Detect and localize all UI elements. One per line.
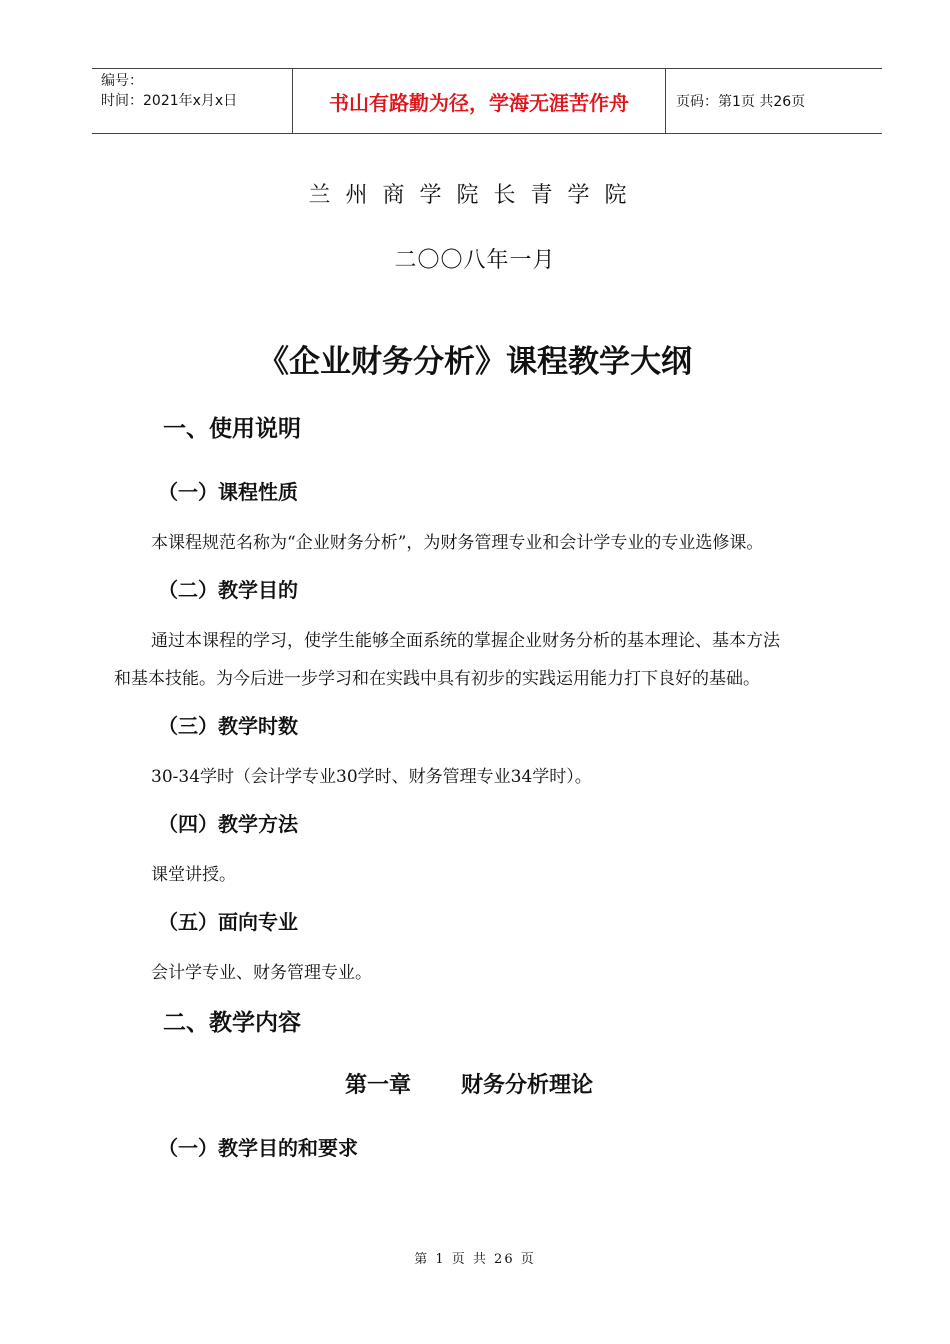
paragraph-teaching-method: 课堂讲授。: [151, 865, 236, 885]
number-label: 编号：: [101, 73, 143, 89]
header-table: [92, 68, 882, 134]
paragraph-teaching-purpose-line2: 和基本技能。为今后进一步学习和在实践中具有初步的实践运用能力打下良好的基础。: [114, 669, 760, 689]
paragraph-target-majors: 会计学专业、财务管理专业。: [151, 963, 372, 983]
page-footer: 第 1 页 共 26 页: [414, 1252, 536, 1267]
subheading-course-nature: （一）课程性质: [158, 480, 298, 504]
chapter-title: 财务分析理论: [461, 1073, 594, 1098]
header-meta-cell: [92, 69, 293, 133]
chapter-heading: [345, 1068, 593, 1099]
paragraph-teaching-hours: 30-34学时（会计学专业30学时、财务管理专业34学时）。: [151, 767, 592, 787]
time-label: 时间：2021年x月x日: [101, 93, 238, 109]
section-heading-usage: 一、使用说明: [163, 416, 301, 442]
paragraph-course-nature: 本课程规范名称为“企业财务分析”，为财务管理专业和会计学专业的专业选修课。: [151, 533, 764, 553]
subheading-goals-requirements: （一）教学目的和要求: [158, 1136, 358, 1160]
paragraph-teaching-purpose-line1: 通过本课程的学习，使学生能够全面系统的掌握企业财务分析的基本理论、基本方法: [151, 631, 780, 651]
school-name: 兰州商学院长青学院: [308, 183, 642, 208]
subheading-teaching-method: （四）教学方法: [158, 812, 298, 836]
document-date: 二〇〇八年一月: [394, 248, 556, 273]
document-title: 《企业财务分析》课程教学大纲: [258, 344, 692, 380]
subheading-target-majors: （五）面向专业: [158, 910, 298, 934]
header-motto: 书山有路勤为径，学海无涯苦作舟: [293, 69, 666, 133]
subheading-teaching-purpose: （二）教学目的: [158, 578, 298, 602]
chapter-number: 第一章: [345, 1073, 412, 1098]
subheading-teaching-hours: （三）教学时数: [158, 714, 298, 738]
section-heading-content: 二、教学内容: [163, 1010, 301, 1036]
header-page-info: 页码：第1页 共26页: [676, 94, 806, 110]
